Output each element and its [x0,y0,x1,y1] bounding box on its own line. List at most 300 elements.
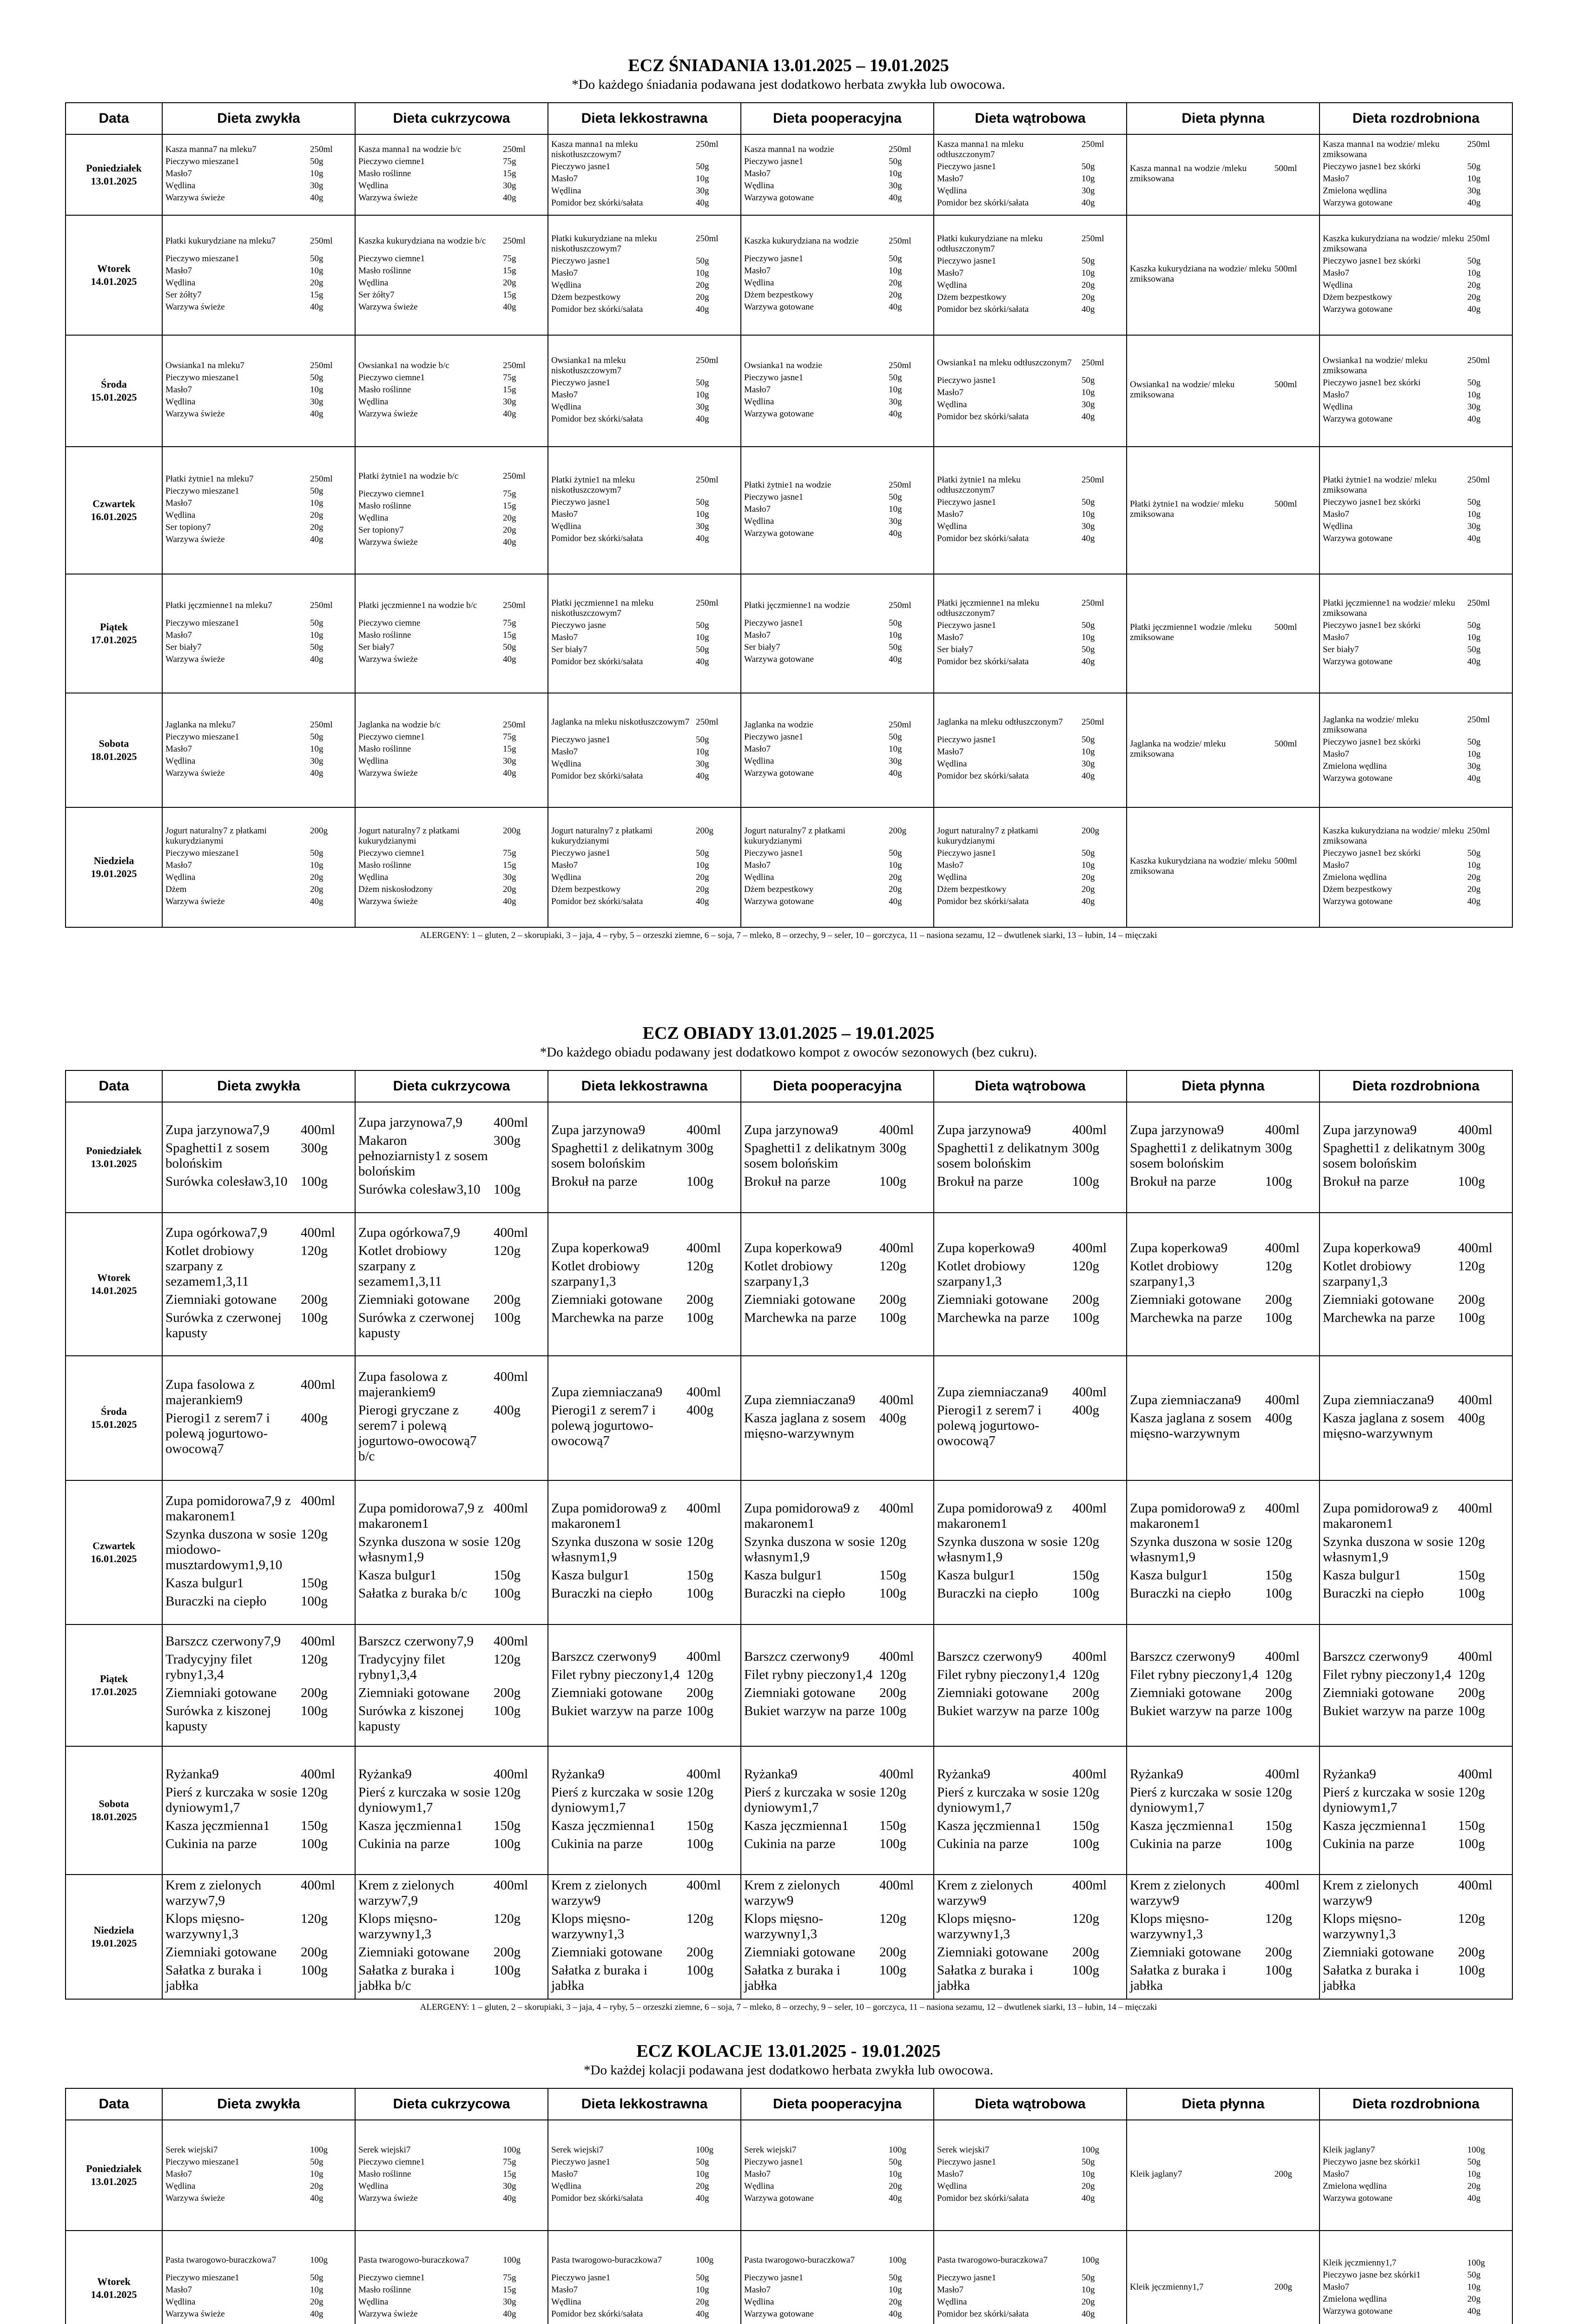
portion: 20g [310,278,323,288]
breakfast-allergens: ALERGENY: 1 – gluten, 2 – skorupiaki, 3 – jaja, 4 – ryby, 5 – orzeszki ziemne, 6 – soja, 7 – mleko, 8 – orzechy, 9 – seler, 10 – gorczyca, 11 – nasiona sezamu, 12 – dwutlenek siarki, 13 – łubin, 14 – mięczaki [420,931,1157,940]
menu-item [1323,715,1509,735]
portion: 10g [310,498,323,508]
menu-item [1323,1818,1509,1834]
menu-item [937,759,1123,771]
menu-item [165,2181,352,2193]
dish-name: Płatki jęczmienne1 na wodzie [744,601,850,610]
dish-name: Szynka duszona w sosie własnym1,9 [1130,1534,1261,1565]
portion: 40g [1467,304,1481,314]
dish-name: Pieczywo jasne [551,621,606,630]
portion: 20g [503,885,516,894]
diet-cell [1127,134,1320,215]
portion: 300g [686,1141,713,1155]
dish-name: Masło7 [744,2169,771,2179]
day-date: 14.01.2025 [91,276,137,287]
portion: 100g [1265,1962,1292,1978]
dish-name: Ryżanka9 [551,1766,605,1782]
portion: 200g [879,1944,906,1960]
menu-item [358,720,545,732]
dish-name: Masło7 [165,266,192,276]
portion: 120g [1458,1911,1485,1926]
dish-name: Bukiet warzyw na parze [937,1703,1068,1718]
menu-item [744,2297,930,2309]
dish-name: Ser żółty7 [165,290,202,300]
dish-name: Brokuł na parze [551,1174,638,1189]
dish-name: Masło7 [165,744,192,754]
portion: 120g [494,1534,521,1549]
portion: 120g [1458,1534,1485,1549]
portion: 40g [696,2309,709,2319]
menu-item [358,897,545,909]
diet-cell [548,807,741,927]
menu-item [165,2285,352,2297]
menu-item [358,1534,545,1565]
dish-name: Pieczywo mieszane1 [165,486,239,496]
menu-item [551,1667,738,1683]
dish-name: Klops mięsno-warzywny1,3 [1130,1911,1209,1941]
breakfast-day-row [66,807,1512,927]
portion: 150g [494,1818,521,1833]
portion: 50g [696,2273,709,2283]
menu-item [1130,1174,1316,1189]
menu-item [551,475,738,495]
dish-name: Zupa jarzynowa7,9 [165,1122,270,1137]
portion: 30g [1082,759,1095,769]
menu-item [937,1685,1123,1701]
portion: 400ml [301,1766,336,1782]
portion: 120g [1072,1534,1099,1549]
dish-name: Zupa ziemniaczana9 [1130,1392,1241,1407]
dish-name: Jogurt naturalny7 z płatkami kukurydzianymi [358,826,460,846]
diet-cell [162,1213,355,1356]
diet-cell [162,1746,355,1875]
portion: 250ml [696,234,719,244]
dish-name: Ziemniaki gotowane [551,1292,663,1307]
dish-name: Wędlina [165,510,196,520]
portion: 400ml [1072,1122,1107,1137]
menu-item [358,193,545,205]
menu-item [358,525,545,537]
dish-name: Warzywa gotowane [744,302,814,312]
menu-item [551,1649,738,1664]
dish-name: Płatki żytnie1 na mleku odtłuszczonym7 [937,475,1021,495]
menu-item [358,756,545,768]
menu-item [1323,509,1509,522]
portion: 150g [879,1818,906,1833]
dish-name: Wędlina [165,872,196,882]
portion: 50g [696,497,709,507]
dish-name: Ziemniaki gotowane [1130,1944,1241,1960]
portion: 250ml [696,475,719,485]
portion: 40g [1082,771,1095,781]
portion: 20g [889,290,902,300]
dish-name: Pasta twarogowo-buraczkowa7 [165,2255,276,2265]
menu-item [165,2273,352,2285]
portion: 40g [1082,304,1095,314]
portion: 120g [494,1243,521,1258]
menu-item [937,2255,1123,2271]
diet-cell [1320,807,1512,927]
dish-name: Zupa jarzynowa9 [551,1122,646,1137]
diet-cell [1320,134,1512,215]
dish-name: Cukinia na parze [165,1836,257,1851]
menu-item [358,601,545,616]
diet-cell [1127,1624,1320,1746]
diet-cell [741,134,934,215]
menu-item [358,1292,545,1307]
menu-item [551,1534,738,1565]
diet-cell [162,1480,355,1624]
dish-name: Jogurt naturalny7 z płatkami kukurydzianymi [551,826,653,846]
dish-name: Dżem bezpestkowy [937,885,1007,894]
day-date: 17.01.2025 [91,1686,137,1697]
menu-item [744,618,930,630]
portion: 120g [1072,1667,1099,1682]
menu-item [551,256,738,268]
lunch-allergens: ALERGENY: 1 – gluten, 2 – skorupiaki, 3 – jaja, 4 – ryby, 5 – orzeszki ziemne, 6 – soja, 7 – mleko, 8 – orzechy, 9 – seler, 10 – gorczyca, 11 – nasiona sezamu, 12 – dwutlenek siarki, 13 – łubin, 14 – mięczaki [420,2002,1157,2012]
dish-name: Dżem bezpestkowy [1323,885,1392,894]
dish-name: Pieczywo ciemne1 [358,373,425,383]
breakfast-section [65,55,1512,942]
dish-name: Jaglanka na mleku niskotłuszczowym7 [551,717,690,727]
menu-item [937,475,1123,495]
portion: 120g [1265,1534,1292,1549]
portion: 50g [1082,848,1095,858]
menu-item [165,302,352,314]
dish-name: Ryżanka9 [1323,1766,1376,1782]
day-date: 16.01.2025 [91,511,137,522]
menu-item [551,1818,738,1834]
menu-item [744,254,930,266]
menu-item [551,1878,738,1908]
portion: 400ml [1265,1392,1300,1407]
dish-name: Wędlina [744,278,774,288]
diet-cell [741,1102,934,1213]
dish-name: Owsianka1 na wodzie/ mleku zmiksowana [1130,380,1235,400]
dish-name: Masło7 [165,169,192,178]
dish-name: Płatki żytnie1 na wodzie/ mleku zmiksowana [1130,499,1244,519]
diet-cell [1320,1102,1512,1213]
menu-item [358,1182,545,1197]
portion: 40g [503,302,516,312]
dish-name: Warzywa gotowane [1323,657,1392,667]
menu-item [937,268,1123,280]
menu-item [937,1667,1123,1683]
menu-item [1323,1534,1509,1565]
dish-name: Masło7 [165,385,192,395]
menu-item [1130,1411,1316,1441]
dish-name: Kaszka kukurydziana na wodzie/ mleku zmiksowana [1323,234,1464,254]
portion: 150g [1458,1568,1485,1583]
dish-name: Spaghetti1 z delikatnym sosem bolońskim [1130,1141,1261,1171]
portion: 30g [310,397,323,407]
menu-item [165,618,352,630]
portion: 150g [879,1568,906,1583]
portion: 30g [1082,522,1095,531]
dish-name: Ziemniaki gotowane [937,1685,1049,1700]
portion: 120g [879,1667,906,1682]
dish-name: Klops mięsno-warzywny1,3 [551,1911,630,1941]
lunch-day-row [66,1875,1512,1999]
dish-name: Spaghetti1 z delikatnym sosem bolońskim [551,1141,682,1171]
dish-name: Wędlina [358,756,389,766]
portion: 40g [1082,198,1095,208]
menu-item [358,2169,545,2181]
day-cell [66,1480,162,1624]
portion: 15g [503,169,516,178]
portion: 400ml [494,1369,528,1384]
dish-name: Pomidor bez skórki/sałata [937,771,1029,781]
diet-cell [548,1356,741,1480]
portion: 40g [310,897,323,906]
menu-item [551,378,738,390]
dish-name: Masło7 [551,2169,578,2179]
dish-name: Masło7 [1323,2282,1349,2292]
menu-item [744,744,930,756]
menu-item [1323,1785,1509,1816]
portion: 40g [503,768,516,778]
menu-item [551,2145,738,2157]
menu-item [1323,2181,1509,2193]
dish-name: Pomidor bez skórki/sałata [937,198,1029,208]
diet-cell [1127,574,1320,693]
dish-name: Pomidor bez skórki/sałata [937,2309,1029,2319]
portion: 100g [1265,1174,1292,1189]
day-name: Poniedziałek [86,2163,142,2174]
dish-name: Pasta twarogowo-buraczkowa7 [358,2255,469,2265]
dish-name: Jaglanka na wodzie [744,720,813,730]
portion: 400g [1458,1410,1485,1426]
dish-name: Płatki żytnie1 na wodzie [744,480,831,490]
portion: 250ml [696,598,719,608]
portion: 75g [503,2273,516,2283]
menu-item [937,1703,1123,1719]
dish-name: Kasza bulgur1 [937,1568,1016,1583]
menu-item [551,1767,738,1782]
menu-item [1323,1174,1509,1189]
menu-item [744,1310,930,1326]
menu-item [551,414,738,426]
dish-name: Pomidor bez skórki/sałata [551,657,643,667]
dish-name: Zupa fasolowa z majerankiem9 [358,1369,448,1400]
diet-cell [741,335,934,447]
menu-item [1323,304,1509,317]
portion: 400ml [686,1385,721,1400]
portion: 150g [301,1575,328,1591]
portion: 400ml [1265,1240,1300,1255]
portion: 15g [503,501,516,511]
day-date: 19.01.2025 [91,868,137,879]
menu-item [165,654,352,667]
menu-item [937,1767,1123,1782]
breakfast-subtitle: *Do każdego śniadania podawana jest dodatkowo herbata zwykła lub owocowa. [572,77,1005,92]
dish-name: Pierogi1 z serem7 i polewą jogurtowo-owocową7 [551,1403,656,1448]
menu-item [358,732,545,744]
portion: 100g [686,1174,713,1189]
portion: 200g [1265,1292,1292,1307]
dish-name: Marchewka na parze [744,1310,857,1325]
dish-name: Pieczywo jasne1 [551,2157,611,2167]
portion: 50g [310,373,323,383]
day-date: 17.01.2025 [91,634,137,646]
dish-name: Szynka duszona w sosie własnym1,9 [1323,1534,1454,1565]
menu-item [551,2309,738,2321]
menu-item [165,2145,352,2157]
diet-cell [1320,1480,1512,1624]
portion: 40g [1082,2193,1095,2203]
day-date: 13.01.2025 [91,175,137,187]
day-date: 18.01.2025 [91,1811,137,1822]
dish-name: Zupa pomidorowa7,9 z makaronem1 [358,1501,484,1531]
menu-item [165,1911,352,1942]
dish-name: Masło7 [165,498,192,508]
portion: 100g [1072,1703,1099,1718]
lunch-section [65,1023,1512,2014]
portion: 30g [503,397,516,407]
dish-name: Zmielona wędlina [1323,872,1387,882]
menu-item [744,278,930,290]
portion: 15g [503,2169,516,2179]
menu-item [165,1594,352,1609]
portion: 50g [1082,2273,1095,2283]
menu-item [165,498,352,510]
portion: 120g [494,1911,521,1926]
dish-name: Kasza bulgur1 [358,1568,437,1583]
dish-name: Pieczywo jasne1 [744,848,804,858]
portion: 120g [1072,1258,1099,1274]
portion: 50g [310,2273,323,2283]
portion: 250ml [889,480,911,490]
dinner-day-row [66,2231,1512,2324]
diet-cell [1127,1102,1320,1213]
dish-name: Zupa koperkowa9 [744,1240,842,1255]
portion: 40g [503,654,516,664]
menu-item [358,826,545,846]
diet-cell [1320,2231,1512,2324]
portion: 10g [696,2285,709,2295]
dish-name: Pieczywo jasne1 bez skórki [1323,378,1421,388]
dish-name: Szynka duszona w sosie miodowo-musztardowym1,9,10 [165,1526,297,1572]
portion: 50g [1467,621,1481,630]
day-date: 15.01.2025 [91,391,137,403]
dish-name: Pieczywo jasne1 [937,497,996,507]
portion: 100g [301,1962,328,1978]
portion: 50g [1082,645,1095,654]
portion: 20g [696,2297,709,2307]
portion: 120g [686,1911,713,1926]
menu-item [744,642,930,654]
portion: 20g [310,2181,323,2191]
portion: 20g [1467,292,1481,302]
dish-name: Owsianka1 na wodzie/ mleku zmiksowana [1323,356,1428,376]
dish-name: Sałatka z buraka i jabłka [551,1962,647,1993]
diet-cell [355,134,548,215]
diet-cell [1127,2120,1320,2231]
dish-name: Tradycyjny filet rybny1,3,4 [358,1652,445,1682]
menu-item [937,1818,1123,1834]
dish-name: Zupa koperkowa9 [1130,1240,1228,1255]
diet-cell [1127,215,1320,335]
dish-name: Zupa ziemniaczana9 [1323,1392,1434,1407]
column-header: Dieta pooperacyjna [741,2088,934,2120]
menu-item [551,1911,738,1942]
dish-name: Wędlina [551,2181,581,2191]
portion: 50g [1082,2157,1095,2167]
portion: 40g [696,771,709,781]
menu-item [1323,897,1509,909]
portion: 10g [889,385,902,395]
portion: 10g [1082,2169,1095,2179]
dish-name: Pieczywo jasne1 [937,848,996,858]
menu-item [1323,2157,1509,2169]
dish-name: Warzywa świeże [165,302,225,312]
menu-item [937,2181,1123,2193]
portion: 50g [696,162,709,172]
portion: 50g [1467,378,1481,388]
menu-item [1323,872,1509,885]
dish-name: Pieczywo mieszane1 [165,2273,239,2283]
dish-name: Masło roślinne [358,385,411,395]
dish-name: Krem z zielonych warzyw7,9 [358,1877,455,1908]
dish-name: Pieczywo jasne1 bez skórki [1323,848,1421,858]
column-header: Data [66,1070,162,1102]
day-cell [66,1213,162,1356]
portion: 40g [889,654,902,664]
portion: 10g [1467,268,1481,278]
menu-item [165,1225,352,1241]
menu-item [1323,1767,1509,1782]
dish-name: Kasza jęczmienna1 [1323,1818,1427,1833]
diet-cell [548,2231,741,2324]
portion: 40g [1082,657,1095,667]
menu-item [1323,378,1509,390]
dish-name: Pieczywo jasne bez skórki1 [1323,2157,1421,2167]
portion: 50g [696,621,709,630]
diet-cell [741,2231,934,2324]
portion: 100g [889,2255,906,2265]
menu-item [358,744,545,756]
dish-name: Ziemniaki gotowane [937,1944,1049,1960]
portion: 40g [310,654,323,664]
dish-name: Masło7 [937,2285,963,2295]
dish-name: Zupa jarzynowa9 [1323,1122,1417,1137]
dinner-title: ECZ KOLACJE 13.01.2025 - 19.01.2025 [636,2041,941,2061]
menu-item [358,1963,545,1994]
column-header: Dieta rozdrobniona [1320,103,1512,134]
menu-item [551,1685,738,1701]
menu-item [358,254,545,266]
dish-name: Zupa koperkowa9 [551,1240,649,1255]
menu-item [358,1133,545,1179]
dish-name: Masło7 [551,509,578,519]
portion: 10g [1082,860,1095,870]
portion: 10g [889,860,902,870]
diet-cell [1127,693,1320,807]
dish-name: Pieczywo ciemne1 [358,157,425,166]
portion: 100g [1265,1836,1292,1851]
menu-item [1323,1649,1509,1664]
menu-item [165,1527,352,1573]
menu-item [937,256,1123,268]
menu-item [1323,749,1509,761]
portion: 100g [1458,1703,1485,1718]
portion: 150g [301,1818,328,1833]
portion: 200g [1082,826,1099,836]
portion: 40g [503,2309,516,2319]
portion: 250ml [310,236,333,246]
menu-item [744,193,930,205]
dish-name: Cukinia na parze [1130,1836,1221,1851]
